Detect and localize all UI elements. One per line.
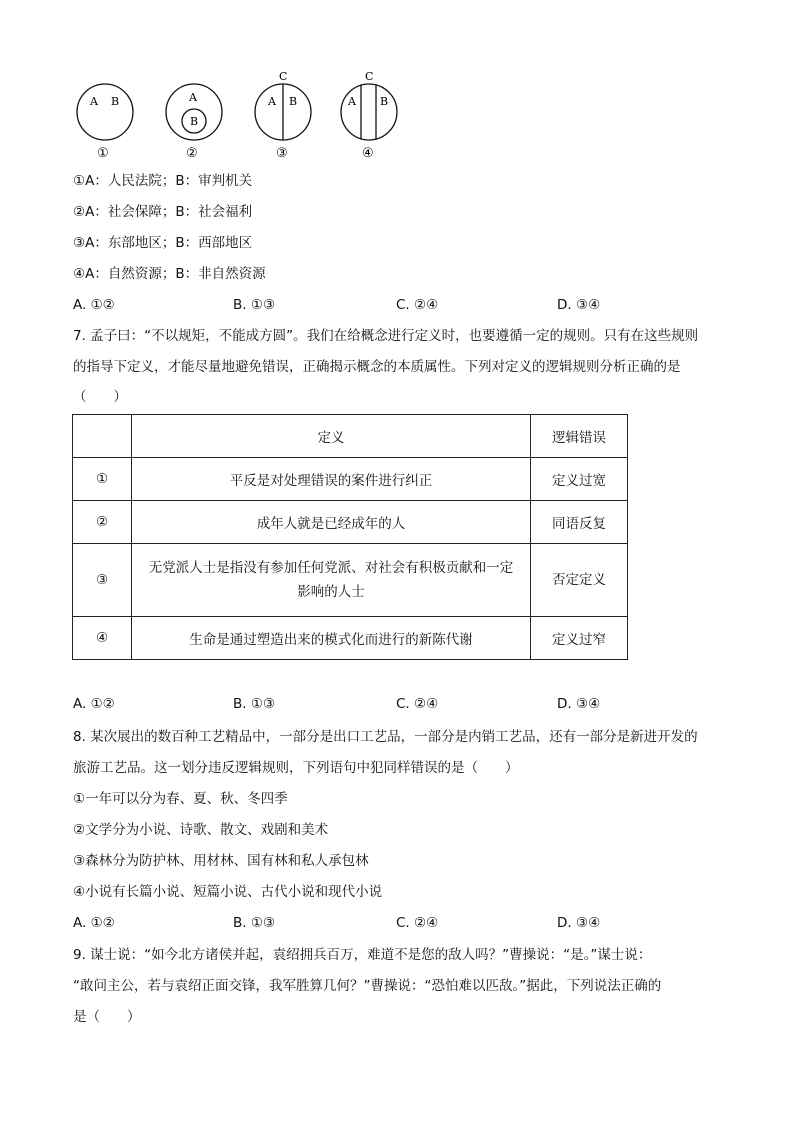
table-cell-definition: 平反是对处理错误的案件进行纠正: [132, 458, 531, 501]
table-cell-error: 定义过宽: [531, 458, 628, 501]
diagram-1-label-b: B: [111, 95, 120, 108]
q7-option-c[interactable]: C. ②④: [396, 696, 439, 712]
q6-pair-2: ②A：社会保障；B：社会福利: [73, 204, 253, 220]
q7-option-b[interactable]: B. ①③: [233, 696, 276, 712]
q9-stem-line-2: “敢问主公，若与袁绍正面交锋，我军胜算几何？”曹操说：“恐怕难以匹敌。”据此，下列说法正确的: [73, 978, 662, 994]
q8-item-4: ④小说有长篇小说、短篇小说、古代小说和现代小说: [73, 884, 383, 900]
table-cell-error: 否定定义: [531, 544, 628, 617]
q6-option-c[interactable]: C. ②④: [396, 297, 439, 313]
table-row: [73, 458, 628, 501]
table-header-num: [73, 415, 132, 458]
q7-option-d[interactable]: D. ③④: [557, 696, 601, 712]
table-cell-error: 同语反复: [531, 501, 628, 544]
q8-item-2: ②文学分为小说、诗歌、散文、戏剧和美术: [73, 822, 329, 838]
q6-pair-3: ③A：东部地区；B：西部地区: [73, 235, 253, 251]
q8-item-3: ③森林分为防护林、用材林、国有林和私人承包林: [73, 853, 369, 869]
diagram-4-number: ④: [362, 146, 374, 161]
table-header-row: [73, 415, 628, 458]
q8-option-c[interactable]: C. ②④: [396, 915, 439, 931]
definition-table: [72, 414, 628, 660]
q7-stem-line-2: 的指导下定义，才能尽量地避免错误，正确揭示概念的本质属性。下列对定义的逻辑规则分析正确的是: [73, 359, 681, 375]
diagram-2-label-a: A: [189, 91, 197, 104]
q9-stem-line-1: 9. 谋士说：“如今北方诸侯并起，袁绍拥兵百万，难道不是您的敌人吗？”曹操说：“是。”谋士说：: [73, 947, 652, 963]
q6-pair-1: ①A：人民法院；B：审判机关: [73, 173, 253, 189]
diagram-1-number: ①: [97, 146, 109, 161]
table-cell-num: ②: [73, 501, 132, 544]
q8-item-1: ①一年可以分为春、夏、秋、冬四季: [73, 791, 288, 807]
diagram-2-number: ②: [186, 146, 198, 161]
q8-option-b[interactable]: B. ①③: [233, 915, 276, 931]
diagram-3-label-a: A: [268, 95, 276, 108]
diagram-3: [255, 70, 311, 161]
diagram-1-label-a: A: [90, 95, 98, 108]
table-cell-definition: 无党派人士是指没有参加任何党派、对社会有积极贡献和一定影响的人士: [132, 544, 531, 617]
table-cell-num: ①: [73, 458, 132, 501]
table-cell-num: ③: [73, 544, 132, 617]
table-row: [73, 617, 628, 660]
diagram-2: [166, 84, 222, 161]
table-cell-error: 定义过窄: [531, 617, 628, 660]
q8-stem-line-2: 旅游工艺品。这一划分违反逻辑规则，下列语句中犯同样错误的是（ ）: [73, 760, 519, 776]
table-header-error: 逻辑错误: [531, 415, 628, 458]
q7-stem-line-1: 7. 孟子曰：“不以规矩，不能成方圆”。我们在给概念进行定义时，也要遵循一定的规则。只有在这些规则: [73, 328, 699, 344]
q6-pair-4: ④A：自然资源；B：非自然资源: [73, 266, 266, 282]
diagram-1: [77, 84, 133, 161]
q8-option-d[interactable]: D. ③④: [557, 915, 601, 931]
diagram-3-label-b: B: [289, 95, 298, 108]
diagram-4-label-c: C: [365, 70, 374, 83]
diagram-3-number: ③: [276, 146, 288, 161]
table-row: [73, 501, 628, 544]
table-cell-definition: 成年人就是已经成年的人: [132, 501, 531, 544]
diagram-4-label-b: B: [380, 95, 389, 108]
q8-option-a[interactable]: A. ①②: [73, 915, 115, 931]
q8-stem-line-1: 8. 某次展出的数百种工艺精品中，一部分是出口工艺品，一部分是内销工艺品，还有一部分是新进开发的: [73, 729, 698, 745]
table-cell-definition: 生命是通过塑造出来的模式化而进行的新陈代谢: [132, 617, 531, 660]
table-header-definition: 定义: [132, 415, 531, 458]
diagram-3-label-c: C: [279, 70, 288, 83]
q7-stem-line-3: （ ）: [73, 389, 127, 405]
table-cell-num: ④: [73, 617, 132, 660]
q6-option-d[interactable]: D. ③④: [557, 297, 601, 313]
q7-option-a[interactable]: A. ①②: [73, 696, 115, 712]
diagram-2-label-b: B: [190, 115, 199, 128]
table-row: [73, 544, 628, 617]
q9-stem-line-3: 是（ ）: [73, 1009, 141, 1025]
q6-option-b[interactable]: B. ①③: [233, 297, 276, 313]
diagram-4: [341, 70, 397, 161]
euler-diagrams: [0, 0, 794, 170]
q6-option-a[interactable]: A. ①②: [73, 297, 115, 313]
diagram-4-label-a: A: [348, 95, 356, 108]
